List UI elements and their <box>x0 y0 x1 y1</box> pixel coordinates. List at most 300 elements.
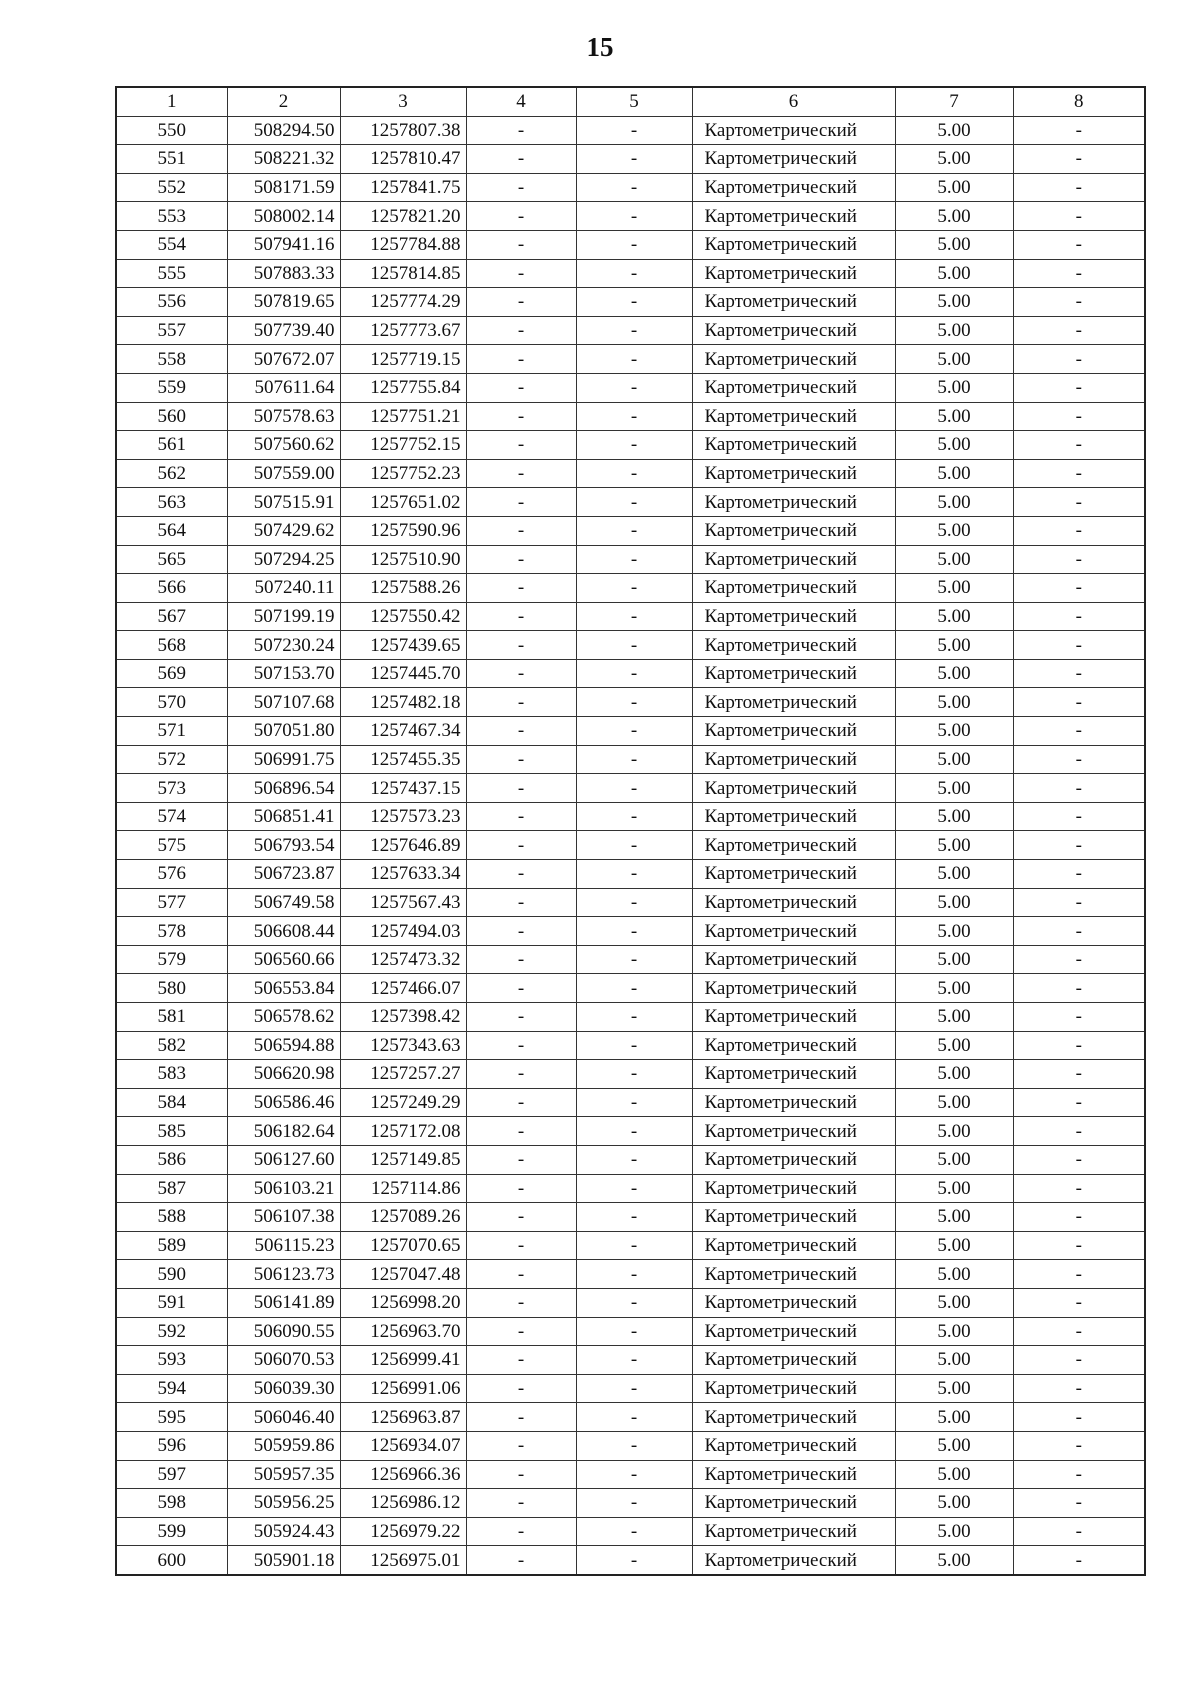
column-5-cell: - <box>576 345 692 374</box>
point-number-cell: 560 <box>116 402 227 431</box>
accuracy-cell: 5.00 <box>895 888 1013 917</box>
point-number-cell: 583 <box>116 1060 227 1089</box>
table-row <box>116 574 1145 603</box>
column-5-cell: - <box>576 316 692 345</box>
table-row <box>116 1288 1145 1317</box>
y-coordinate-cell: 1257149.85 <box>340 1145 466 1174</box>
table-row <box>116 974 1145 1003</box>
column-8-cell: - <box>1013 1489 1145 1518</box>
method-cell: Картометрический <box>692 1145 895 1174</box>
column-4-cell: - <box>466 116 576 145</box>
accuracy-cell: 5.00 <box>895 1517 1013 1546</box>
y-coordinate-cell: 1256991.06 <box>340 1374 466 1403</box>
accuracy-cell: 5.00 <box>895 516 1013 545</box>
x-coordinate-cell: 506123.73 <box>227 1260 340 1289</box>
table-row <box>116 1317 1145 1346</box>
accuracy-cell: 5.00 <box>895 1203 1013 1232</box>
method-cell: Картометрический <box>692 1088 895 1117</box>
method-cell: Картометрический <box>692 1431 895 1460</box>
point-number-cell: 567 <box>116 602 227 631</box>
method-cell: Картометрический <box>692 173 895 202</box>
method-cell: Картометрический <box>692 688 895 717</box>
y-coordinate-cell: 1257047.48 <box>340 1260 466 1289</box>
table-row <box>116 1231 1145 1260</box>
point-number-cell: 584 <box>116 1088 227 1117</box>
point-number-cell: 553 <box>116 202 227 231</box>
table-row <box>116 516 1145 545</box>
method-cell: Картометрический <box>692 373 895 402</box>
accuracy-cell: 5.00 <box>895 802 1013 831</box>
accuracy-cell: 5.00 <box>895 602 1013 631</box>
y-coordinate-cell: 1257646.89 <box>340 831 466 860</box>
column-5-cell: - <box>576 1088 692 1117</box>
column-4-cell: - <box>466 1260 576 1289</box>
column-4-cell: - <box>466 516 576 545</box>
column-8-cell: - <box>1013 659 1145 688</box>
x-coordinate-cell: 508294.50 <box>227 116 340 145</box>
column-5-cell: - <box>576 974 692 1003</box>
accuracy-cell: 5.00 <box>895 488 1013 517</box>
column-4-cell: - <box>466 574 576 603</box>
y-coordinate-cell: 1256963.70 <box>340 1317 466 1346</box>
accuracy-cell: 5.00 <box>895 1288 1013 1317</box>
y-coordinate-cell: 1257567.43 <box>340 888 466 917</box>
column-5-cell: - <box>576 1317 692 1346</box>
column-8-cell: - <box>1013 1517 1145 1546</box>
column-4-cell: - <box>466 659 576 688</box>
x-coordinate-cell: 506896.54 <box>227 774 340 803</box>
x-coordinate-cell: 506182.64 <box>227 1117 340 1146</box>
point-number-cell: 595 <box>116 1403 227 1432</box>
table-body <box>116 116 1145 1575</box>
column-4-cell: - <box>466 230 576 259</box>
x-coordinate-cell: 505959.86 <box>227 1431 340 1460</box>
accuracy-cell: 5.00 <box>895 1231 1013 1260</box>
column-5-cell: - <box>576 202 692 231</box>
x-coordinate-cell: 507819.65 <box>227 288 340 317</box>
point-number-cell: 600 <box>116 1546 227 1575</box>
x-coordinate-cell: 507051.80 <box>227 717 340 746</box>
column-8-cell: - <box>1013 316 1145 345</box>
column-8-cell: - <box>1013 1546 1145 1575</box>
y-coordinate-cell: 1257494.03 <box>340 917 466 946</box>
accuracy-cell: 5.00 <box>895 1145 1013 1174</box>
column-5-cell: - <box>576 173 692 202</box>
point-number-cell: 557 <box>116 316 227 345</box>
method-cell: Картометрический <box>692 259 895 288</box>
column-4-cell: - <box>466 1003 576 1032</box>
point-number-cell: 594 <box>116 1374 227 1403</box>
method-cell: Картометрический <box>692 1260 895 1289</box>
y-coordinate-cell: 1257455.35 <box>340 745 466 774</box>
point-number-cell: 589 <box>116 1231 227 1260</box>
y-coordinate-cell: 1256979.22 <box>340 1517 466 1546</box>
column-5-cell: - <box>576 1060 692 1089</box>
column-5-cell: - <box>576 1203 692 1232</box>
x-coordinate-cell: 506594.88 <box>227 1031 340 1060</box>
method-cell: Картометрический <box>692 917 895 946</box>
column-8-cell: - <box>1013 373 1145 402</box>
y-coordinate-cell: 1257445.70 <box>340 659 466 688</box>
point-number-cell: 590 <box>116 1260 227 1289</box>
table-row <box>116 1431 1145 1460</box>
y-coordinate-cell: 1256998.20 <box>340 1288 466 1317</box>
column-4-cell: - <box>466 545 576 574</box>
column-8-cell: - <box>1013 402 1145 431</box>
column-5-cell: - <box>576 688 692 717</box>
table-row <box>116 1403 1145 1432</box>
point-number-cell: 598 <box>116 1489 227 1518</box>
method-cell: Картометрический <box>692 1031 895 1060</box>
point-number-cell: 574 <box>116 802 227 831</box>
method-cell: Картометрический <box>692 345 895 374</box>
column-5-cell: - <box>576 259 692 288</box>
column-8-cell: - <box>1013 1060 1145 1089</box>
column-header-1: 1 <box>116 87 227 116</box>
x-coordinate-cell: 507883.33 <box>227 259 340 288</box>
table-row <box>116 1489 1145 1518</box>
column-8-cell: - <box>1013 1088 1145 1117</box>
method-cell: Картометрический <box>692 831 895 860</box>
table-row <box>116 345 1145 374</box>
table-row <box>116 888 1145 917</box>
point-number-cell: 559 <box>116 373 227 402</box>
column-4-cell: - <box>466 202 576 231</box>
column-8-cell: - <box>1013 574 1145 603</box>
accuracy-cell: 5.00 <box>895 1346 1013 1375</box>
table-row <box>116 717 1145 746</box>
column-8-cell: - <box>1013 1003 1145 1032</box>
accuracy-cell: 5.00 <box>895 288 1013 317</box>
x-coordinate-cell: 506749.58 <box>227 888 340 917</box>
column-4-cell: - <box>466 402 576 431</box>
accuracy-cell: 5.00 <box>895 1431 1013 1460</box>
column-8-cell: - <box>1013 1403 1145 1432</box>
y-coordinate-cell: 1256963.87 <box>340 1403 466 1432</box>
table-row <box>116 431 1145 460</box>
x-coordinate-cell: 507107.68 <box>227 688 340 717</box>
point-number-cell: 573 <box>116 774 227 803</box>
accuracy-cell: 5.00 <box>895 145 1013 174</box>
method-cell: Картометрический <box>692 402 895 431</box>
accuracy-cell: 5.00 <box>895 631 1013 660</box>
column-4-cell: - <box>466 1403 576 1432</box>
method-cell: Картометрический <box>692 974 895 1003</box>
y-coordinate-cell: 1257719.15 <box>340 345 466 374</box>
table-row <box>116 1117 1145 1146</box>
x-coordinate-cell: 507515.91 <box>227 488 340 517</box>
method-cell: Картометрический <box>692 1546 895 1575</box>
column-5-cell: - <box>576 659 692 688</box>
column-5-cell: - <box>576 1145 692 1174</box>
point-number-cell: 566 <box>116 574 227 603</box>
column-4-cell: - <box>466 373 576 402</box>
column-4-cell: - <box>466 1460 576 1489</box>
x-coordinate-cell: 505957.35 <box>227 1460 340 1489</box>
table-row <box>116 1060 1145 1089</box>
column-8-cell: - <box>1013 802 1145 831</box>
accuracy-cell: 5.00 <box>895 345 1013 374</box>
point-number-cell: 562 <box>116 459 227 488</box>
column-8-cell: - <box>1013 831 1145 860</box>
x-coordinate-cell: 507672.07 <box>227 345 340 374</box>
column-5-cell: - <box>576 945 692 974</box>
column-4-cell: - <box>466 1145 576 1174</box>
accuracy-cell: 5.00 <box>895 688 1013 717</box>
column-8-cell: - <box>1013 345 1145 374</box>
table-row <box>116 1088 1145 1117</box>
column-8-cell: - <box>1013 631 1145 660</box>
column-header-6: 6 <box>692 87 895 116</box>
column-4-cell: - <box>466 888 576 917</box>
column-5-cell: - <box>576 774 692 803</box>
y-coordinate-cell: 1257343.63 <box>340 1031 466 1060</box>
point-number-cell: 596 <box>116 1431 227 1460</box>
point-number-cell: 556 <box>116 288 227 317</box>
column-8-cell: - <box>1013 1260 1145 1289</box>
accuracy-cell: 5.00 <box>895 230 1013 259</box>
x-coordinate-cell: 506107.38 <box>227 1203 340 1232</box>
table-header-row <box>116 87 1145 116</box>
column-8-cell: - <box>1013 974 1145 1003</box>
x-coordinate-cell: 507230.24 <box>227 631 340 660</box>
y-coordinate-cell: 1257774.29 <box>340 288 466 317</box>
table-row <box>116 688 1145 717</box>
table-row <box>116 488 1145 517</box>
column-4-cell: - <box>466 1317 576 1346</box>
point-number-cell: 592 <box>116 1317 227 1346</box>
method-cell: Картометрический <box>692 1174 895 1203</box>
x-coordinate-cell: 507739.40 <box>227 316 340 345</box>
point-number-cell: 593 <box>116 1346 227 1375</box>
column-5-cell: - <box>576 888 692 917</box>
accuracy-cell: 5.00 <box>895 1489 1013 1518</box>
point-number-cell: 587 <box>116 1174 227 1203</box>
table-row <box>116 1203 1145 1232</box>
table-row <box>116 831 1145 860</box>
column-4-cell: - <box>466 1546 576 1575</box>
column-5-cell: - <box>576 1546 692 1575</box>
table-row <box>116 1346 1145 1375</box>
x-coordinate-cell: 507559.00 <box>227 459 340 488</box>
column-8-cell: - <box>1013 516 1145 545</box>
x-coordinate-cell: 507941.16 <box>227 230 340 259</box>
y-coordinate-cell: 1257784.88 <box>340 230 466 259</box>
x-coordinate-cell: 506090.55 <box>227 1317 340 1346</box>
column-4-cell: - <box>466 1288 576 1317</box>
column-5-cell: - <box>576 631 692 660</box>
y-coordinate-cell: 1257466.07 <box>340 974 466 1003</box>
accuracy-cell: 5.00 <box>895 831 1013 860</box>
x-coordinate-cell: 506070.53 <box>227 1346 340 1375</box>
column-5-cell: - <box>576 917 692 946</box>
y-coordinate-cell: 1257651.02 <box>340 488 466 517</box>
table-row <box>116 774 1145 803</box>
table-row <box>116 1031 1145 1060</box>
column-5-cell: - <box>576 1489 692 1518</box>
accuracy-cell: 5.00 <box>895 545 1013 574</box>
y-coordinate-cell: 1257807.38 <box>340 116 466 145</box>
point-number-cell: 570 <box>116 688 227 717</box>
point-number-cell: 580 <box>116 974 227 1003</box>
table-row <box>116 602 1145 631</box>
column-8-cell: - <box>1013 1346 1145 1375</box>
column-4-cell: - <box>466 431 576 460</box>
column-5-cell: - <box>576 831 692 860</box>
accuracy-cell: 5.00 <box>895 1460 1013 1489</box>
y-coordinate-cell: 1257172.08 <box>340 1117 466 1146</box>
table-row <box>116 145 1145 174</box>
column-8-cell: - <box>1013 1374 1145 1403</box>
y-coordinate-cell: 1257573.23 <box>340 802 466 831</box>
x-coordinate-cell: 507199.19 <box>227 602 340 631</box>
table-row <box>116 230 1145 259</box>
y-coordinate-cell: 1257814.85 <box>340 259 466 288</box>
y-coordinate-cell: 1257398.42 <box>340 1003 466 1032</box>
column-5-cell: - <box>576 516 692 545</box>
x-coordinate-cell: 506553.84 <box>227 974 340 1003</box>
table-row <box>116 860 1145 889</box>
column-header-5: 5 <box>576 87 692 116</box>
y-coordinate-cell: 1257510.90 <box>340 545 466 574</box>
method-cell: Картометрический <box>692 459 895 488</box>
y-coordinate-cell: 1257590.96 <box>340 516 466 545</box>
column-8-cell: - <box>1013 545 1145 574</box>
x-coordinate-cell: 506723.87 <box>227 860 340 889</box>
table-row <box>116 1260 1145 1289</box>
accuracy-cell: 5.00 <box>895 1403 1013 1432</box>
column-4-cell: - <box>466 1031 576 1060</box>
table-row <box>116 802 1145 831</box>
method-cell: Картометрический <box>692 631 895 660</box>
column-4-cell: - <box>466 145 576 174</box>
method-cell: Картометрический <box>692 431 895 460</box>
column-8-cell: - <box>1013 1431 1145 1460</box>
accuracy-cell: 5.00 <box>895 1174 1013 1203</box>
column-4-cell: - <box>466 1203 576 1232</box>
column-4-cell: - <box>466 1489 576 1518</box>
method-cell: Картометрический <box>692 1231 895 1260</box>
accuracy-cell: 5.00 <box>895 574 1013 603</box>
point-number-cell: 585 <box>116 1117 227 1146</box>
column-4-cell: - <box>466 860 576 889</box>
point-number-cell: 571 <box>116 717 227 746</box>
column-8-cell: - <box>1013 173 1145 202</box>
accuracy-cell: 5.00 <box>895 431 1013 460</box>
column-4-cell: - <box>466 459 576 488</box>
column-5-cell: - <box>576 1260 692 1289</box>
column-4-cell: - <box>466 602 576 631</box>
table-row <box>116 116 1145 145</box>
column-4-cell: - <box>466 974 576 1003</box>
x-coordinate-cell: 506046.40 <box>227 1403 340 1432</box>
accuracy-cell: 5.00 <box>895 316 1013 345</box>
table-row <box>116 373 1145 402</box>
point-number-cell: 572 <box>116 745 227 774</box>
column-5-cell: - <box>576 1517 692 1546</box>
point-number-cell: 564 <box>116 516 227 545</box>
column-5-cell: - <box>576 1003 692 1032</box>
point-number-cell: 578 <box>116 917 227 946</box>
method-cell: Картометрический <box>692 888 895 917</box>
column-5-cell: - <box>576 1460 692 1489</box>
column-8-cell: - <box>1013 1117 1145 1146</box>
y-coordinate-cell: 1257588.26 <box>340 574 466 603</box>
column-4-cell: - <box>466 173 576 202</box>
y-coordinate-cell: 1257773.67 <box>340 316 466 345</box>
column-5-cell: - <box>576 745 692 774</box>
table-row <box>116 917 1145 946</box>
column-4-cell: - <box>466 917 576 946</box>
y-coordinate-cell: 1257482.18 <box>340 688 466 717</box>
column-4-cell: - <box>466 831 576 860</box>
x-coordinate-cell: 507153.70 <box>227 659 340 688</box>
x-coordinate-cell: 505956.25 <box>227 1489 340 1518</box>
point-number-cell: 582 <box>116 1031 227 1060</box>
method-cell: Картометрический <box>692 1317 895 1346</box>
accuracy-cell: 5.00 <box>895 1260 1013 1289</box>
accuracy-cell: 5.00 <box>895 717 1013 746</box>
column-4-cell: - <box>466 745 576 774</box>
column-5-cell: - <box>576 1174 692 1203</box>
table-row <box>116 1145 1145 1174</box>
method-cell: Картометрический <box>692 602 895 631</box>
table-row <box>116 202 1145 231</box>
column-8-cell: - <box>1013 888 1145 917</box>
y-coordinate-cell: 1257550.42 <box>340 602 466 631</box>
column-4-cell: - <box>466 1517 576 1546</box>
x-coordinate-cell: 506560.66 <box>227 945 340 974</box>
column-5-cell: - <box>576 145 692 174</box>
point-number-cell: 597 <box>116 1460 227 1489</box>
x-coordinate-cell: 506793.54 <box>227 831 340 860</box>
column-5-cell: - <box>576 373 692 402</box>
column-8-cell: - <box>1013 459 1145 488</box>
point-number-cell: 563 <box>116 488 227 517</box>
method-cell: Картометрический <box>692 1346 895 1375</box>
x-coordinate-cell: 506608.44 <box>227 917 340 946</box>
y-coordinate-cell: 1256975.01 <box>340 1546 466 1575</box>
column-5-cell: - <box>576 802 692 831</box>
accuracy-cell: 5.00 <box>895 1374 1013 1403</box>
table-row <box>116 659 1145 688</box>
column-8-cell: - <box>1013 202 1145 231</box>
method-cell: Картометрический <box>692 516 895 545</box>
column-4-cell: - <box>466 1374 576 1403</box>
coordinates-table <box>115 86 1146 1576</box>
column-header-3: 3 <box>340 87 466 116</box>
column-4-cell: - <box>466 1231 576 1260</box>
point-number-cell: 569 <box>116 659 227 688</box>
method-cell: Картометрический <box>692 1489 895 1518</box>
column-header-8: 8 <box>1013 87 1145 116</box>
x-coordinate-cell: 505901.18 <box>227 1546 340 1575</box>
column-5-cell: - <box>576 602 692 631</box>
accuracy-cell: 5.00 <box>895 917 1013 946</box>
table-row <box>116 631 1145 660</box>
point-number-cell: 576 <box>116 860 227 889</box>
method-cell: Картометрический <box>692 1403 895 1432</box>
accuracy-cell: 5.00 <box>895 945 1013 974</box>
column-5-cell: - <box>576 116 692 145</box>
page-number: 15 <box>586 32 614 62</box>
column-5-cell: - <box>576 717 692 746</box>
column-8-cell: - <box>1013 745 1145 774</box>
x-coordinate-cell: 506141.89 <box>227 1288 340 1317</box>
table-row <box>116 1546 1145 1575</box>
column-8-cell: - <box>1013 230 1145 259</box>
method-cell: Картометрический <box>692 316 895 345</box>
